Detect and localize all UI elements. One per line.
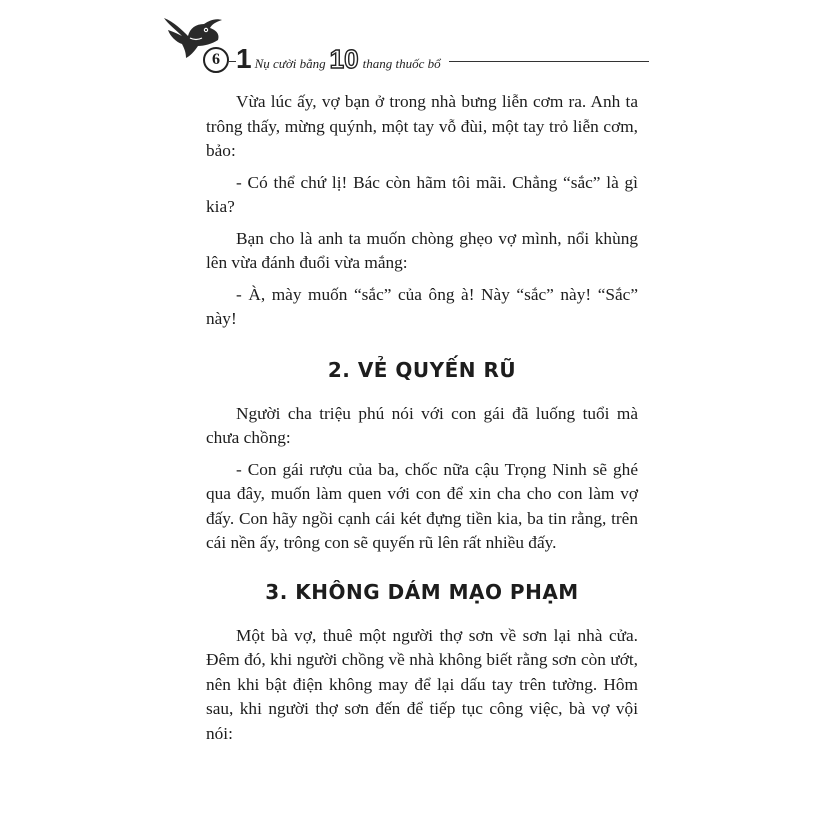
page-content (206, 90, 638, 753)
title-outline-digits: 10 (329, 44, 359, 74)
story1-paragraph-4: - À, mày muốn “sắc” của ông à! Này “sắc” này! “Sắc” này! (206, 284, 638, 328)
title-part-2: thang thuốc bổ (362, 56, 441, 71)
book-title (236, 43, 449, 74)
story2-paragraph-2: - Con gái rượu của ba, chốc nữa cậu Trọng Ninh sẽ ghé qua đây, muốn làm quen với con để xin cha cho con làm vợ đấy. Con hãy ngồi cạnh cái két đựng tiền kia, ba tin rằng, trên cái nền ấy, trông con sẽ quyến rũ lên rất nhiều đấy. (206, 459, 638, 552)
story3-paragraph-1: Một bà vợ, thuê một người thợ sơn về sơn lại nhà cửa. Đêm đó, khi người chồng về nhà không biết rằng sơn còn ướt, nên khi bật điện không may để lại dấu tay trên tường. Hôm sau, khi người thợ sơn đến để tiếp tục công việc, bà vợ vội nói: (206, 625, 638, 743)
story2-heading: 2. VẺ QUYẾN RŨ (327, 357, 517, 382)
story1-paragraph-2: - Có thể chứ lị! Bác còn hãm tôi mãi. Chẳng “sắc” là gì kia? (206, 172, 638, 216)
story3-heading: 3. KHÔNG DÁM MẠO PHẠM (265, 579, 579, 604)
page-number: 6 (203, 47, 229, 73)
story1-paragraph-3: Bạn cho là anh ta muốn chòng ghẹo vợ mình, nổi khùng lên vừa đánh đuổi vừa mắng: (206, 228, 638, 272)
story2-paragraph-1: Người cha triệu phú nói với con gái đã luống tuổi mà chưa chồng: (206, 403, 638, 447)
story1-paragraph-1: Vừa lúc ấy, vợ bạn ở trong nhà bưng liễn cơm ra. Anh ta trông thấy, mừng quýnh, một tay vỗ đùi, một tay trỏ liễn cơm, bảo: (206, 92, 638, 160)
title-digit: 1 (236, 43, 252, 74)
title-part-1: Nụ cười bằng (254, 56, 326, 71)
